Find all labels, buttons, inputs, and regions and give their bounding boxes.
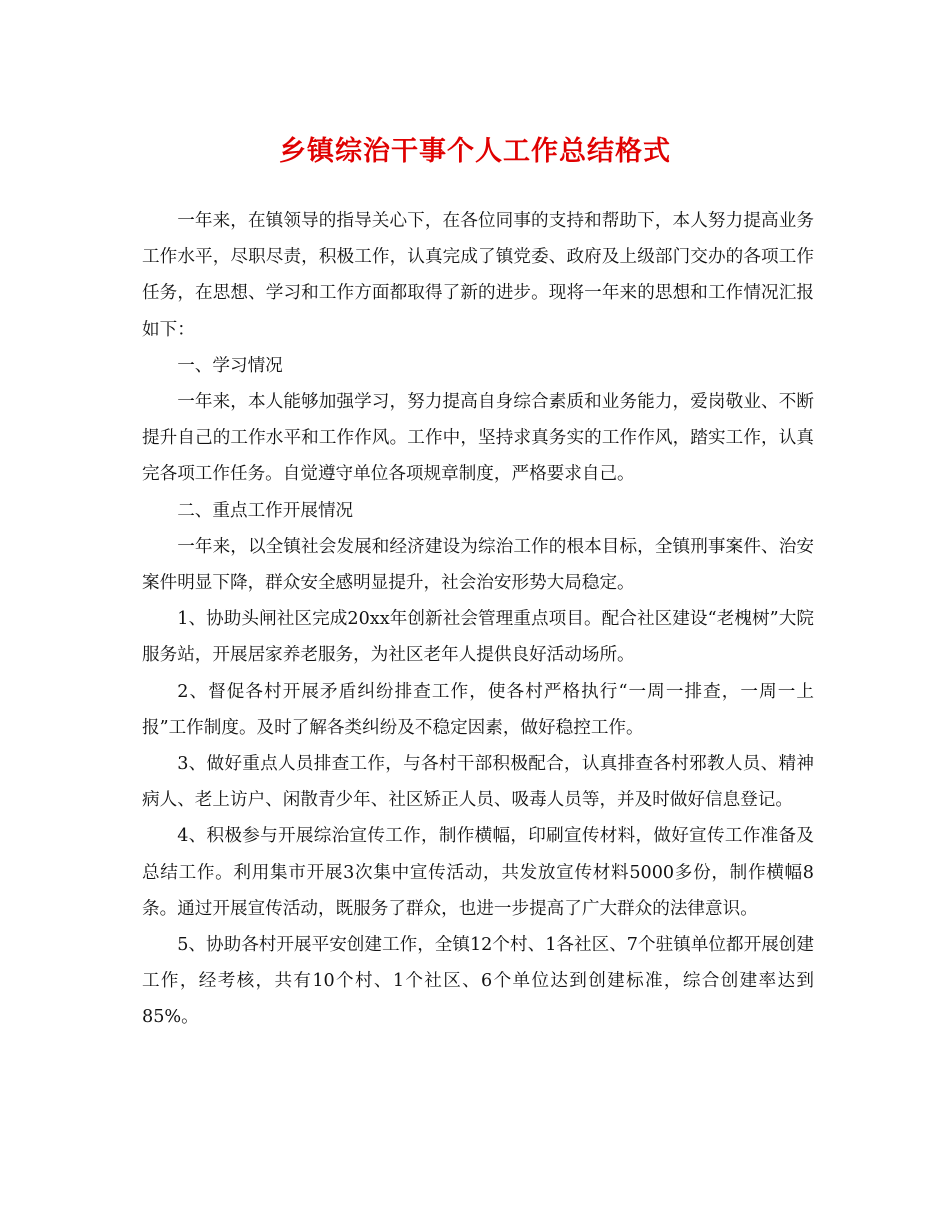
list-item-3: 3、做好重点人员排查工作，与各村干部积极配合，认真排查各村邪教人员、精神病人、老上访户、闲散青少年、社区矫正人员、吸毒人员等，并及时做好信息登记。 bbox=[142, 754, 814, 811]
paragraph-study: 一年来，本人能够加强学习，努力提高自身综合素质和业务能力，爱岗敬业、不断提升自己的工作水平和工作作风。工作中，坚持求真务实的工作作风，踏实工作，认真完各项工作任务。自觉遵守单位各项规章制度，严格要求自己。 bbox=[142, 392, 814, 485]
section-heading-key-work: 二、重点工作开展情况 bbox=[177, 500, 354, 521]
list-item-2: 2、督促各村开展矛盾纠纷排查工作，使各村严格执行“一周一排查，一周一上报”工作制度。及时了解各类纠纷及不稳定因素，做好稳控工作。 bbox=[142, 681, 814, 738]
paragraph-key-work-summary: 一年来，以全镇社会发展和经济建设为综治工作的根本目标，全镇刑事案件、治安案件明显下降，群众安全感明显提升，社会治安形势大局稳定。 bbox=[142, 536, 814, 594]
list-item-1: 1、协助头闸社区完成20xx年创新社会管理重点项目。配合社区建设“老槐树”大院服务站，开展居家养老服务，为社区老年人提供良好活动场所。 bbox=[142, 609, 814, 666]
list-item-5: 5、协助各村开展平安创建工作，全镇12个村、1各社区、7个驻镇单位都开展创建工作，经考核，共有10个村、1个社区、6个单位达到创建标准，综合创建率达到85%。 bbox=[142, 935, 814, 1028]
section-heading-study: 一、学习情况 bbox=[177, 355, 283, 376]
list-item-4: 4、积极参与开展综治宣传工作，制作横幅，印刷宣传材料，做好宣传工作准备及总结工作。利用集市开展3次集中宣传活动，共发放宣传材料5000多份，制作横幅8条。通过开展宣传活动，既服务了群众，也进一步提高了广大群众的法律意识。 bbox=[142, 826, 814, 919]
document-title: 乡镇综治干事个人工作总结格式 bbox=[279, 136, 671, 167]
document-body bbox=[142, 203, 814, 1036]
paragraph-intro: 一年来，在镇领导的指导关心下，在各位同事的支持和帮助下，本人努力提高业务工作水平，尽职尽责，积极工作，认真完成了镇党委、政府及上级部门交办的各项工作任务，在思想、学习和工作方面都取得了新的进步。现将一年来的思想和工作情况汇报如下： bbox=[142, 211, 814, 340]
